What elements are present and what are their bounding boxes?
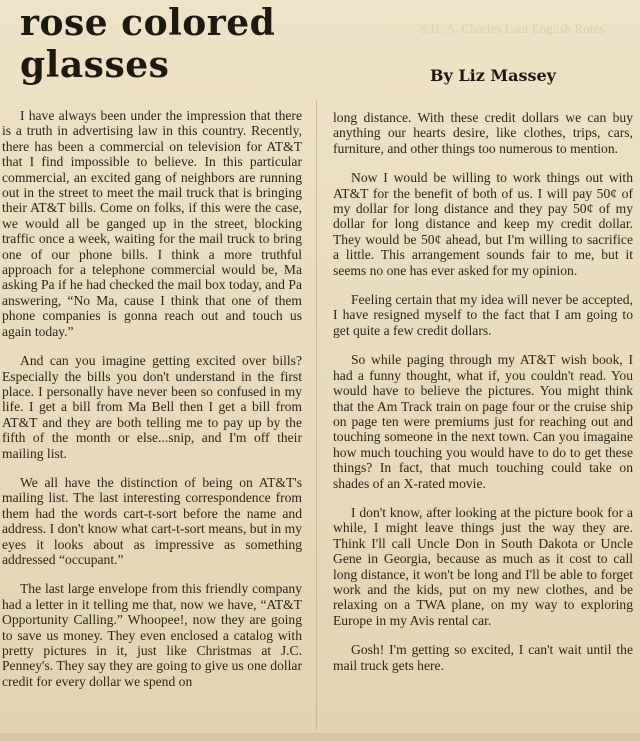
bleed-through-text: S.H. A. Charles Laut English Rotes — [420, 21, 605, 36]
page-edge — [0, 733, 640, 741]
article-title-line-1: rose colored — [20, 2, 276, 44]
article-title-line-2: glasses — [20, 44, 170, 86]
paragraph: I have always been under the impression that there is a truth in advertising law in this country. Recently, there has been a commercial on television for AT&T that I find impossible to believe. In this particular commercial, an excited gang of neighbors are running out in the street to meet the mail truck that is bringing their AT&T bills. Come on folks, if this were the case, we would all be ganged up in the street, blocking traffic once a week, waiting for the mail truck to bring one of our phone bills. I think a more truthful approach for a telephone commercial would be, Ma asking Pa if he had checked the mail box today, and Pa answering, “No Ma, cause I think that one of them phone companies is gonna reach out and touch us again today.” — [2, 108, 302, 339]
paragraph: And can you imagine getting excited over bills? Especially the bills you don't understand in the first place. I personally have never been so confused in my life. I get a bill from Ma Bell then I get a bill from AT&T and they are both telling me to pay up by the fifth of the month or else...snip, and I'm off their mailing list. — [2, 353, 302, 461]
paragraph: Now I would be willing to work things out with AT&T for the benefit of both of us. I will pay 50¢ of my dollar for long distance and they pay 50¢ of my dollar for long distance and keep my credit dollar. They would be 50¢ ahead, but I'm willing to sacrifice a little. This arrangement sounds fair to me, but it seems no one has ever asked for my opinion. — [333, 170, 633, 278]
paragraph: Gosh! I'm getting so excited, I can't wait until the mail truck gets here. — [333, 642, 633, 673]
article-title — [20, 2, 275, 86]
paragraph: I don't know, after looking at the picture book for a while, I might leave things just the way they are. Think I'll call Uncle Don in South Dakota or Uncle Gene in Georgia, because as much as it cost to call long distance, it won't be long and I'll be able to forget work and the kids, put on my new clothes, and be relaxing on a TWA plane, on my way to exploring Europe in my Avis rental car. — [333, 504, 633, 628]
paragraph: Feeling certain that my idea will never be accepted, I have resigned myself to the fact that I am going to get quite a few credit dollars. — [333, 292, 633, 338]
paragraph: long distance. With these credit dollars we can buy anything our hearts desire, like clothes, trips, cars, furniture, and other things too numerous to mention. — [333, 110, 633, 156]
article-column-right — [333, 110, 633, 687]
article-byline: By Liz Massey — [430, 66, 556, 85]
paragraph: So while paging through my AT&T wish book, I had a funny thought, what if, you couldn't read. You would have to believe the pictures. You might think that the Am Track train on page four or the cruise ship on page ten were premiums just for reaching out and touching someone in the next town. Can you imagaine how much touching you would have to do to get these things? In fact, that much touching could take on shades of an X-rated movie. — [333, 352, 633, 491]
paragraph: The last large envelope from this friendly company had a letter in it telling me that, now we have, “AT&T Opportunity Calling.” Whoopee!, now they are going to save us money. They even enclosed a catalog with pretty pictures in it, just like Christmas at J.C. Penney's. They say they are going to give us one dollar credit for every dollar we spend on — [2, 581, 302, 689]
column-divider — [316, 100, 317, 730]
paragraph: We all have the distinction of being on AT&T's mailing list. The last interesting correspondence from them had the words cart-t-sort before the name and address. I don't know what cart-t-sort means, but in my eyes it looks about as impressive as something addressed “occupant.” — [2, 474, 302, 567]
article-column-left — [2, 108, 302, 703]
